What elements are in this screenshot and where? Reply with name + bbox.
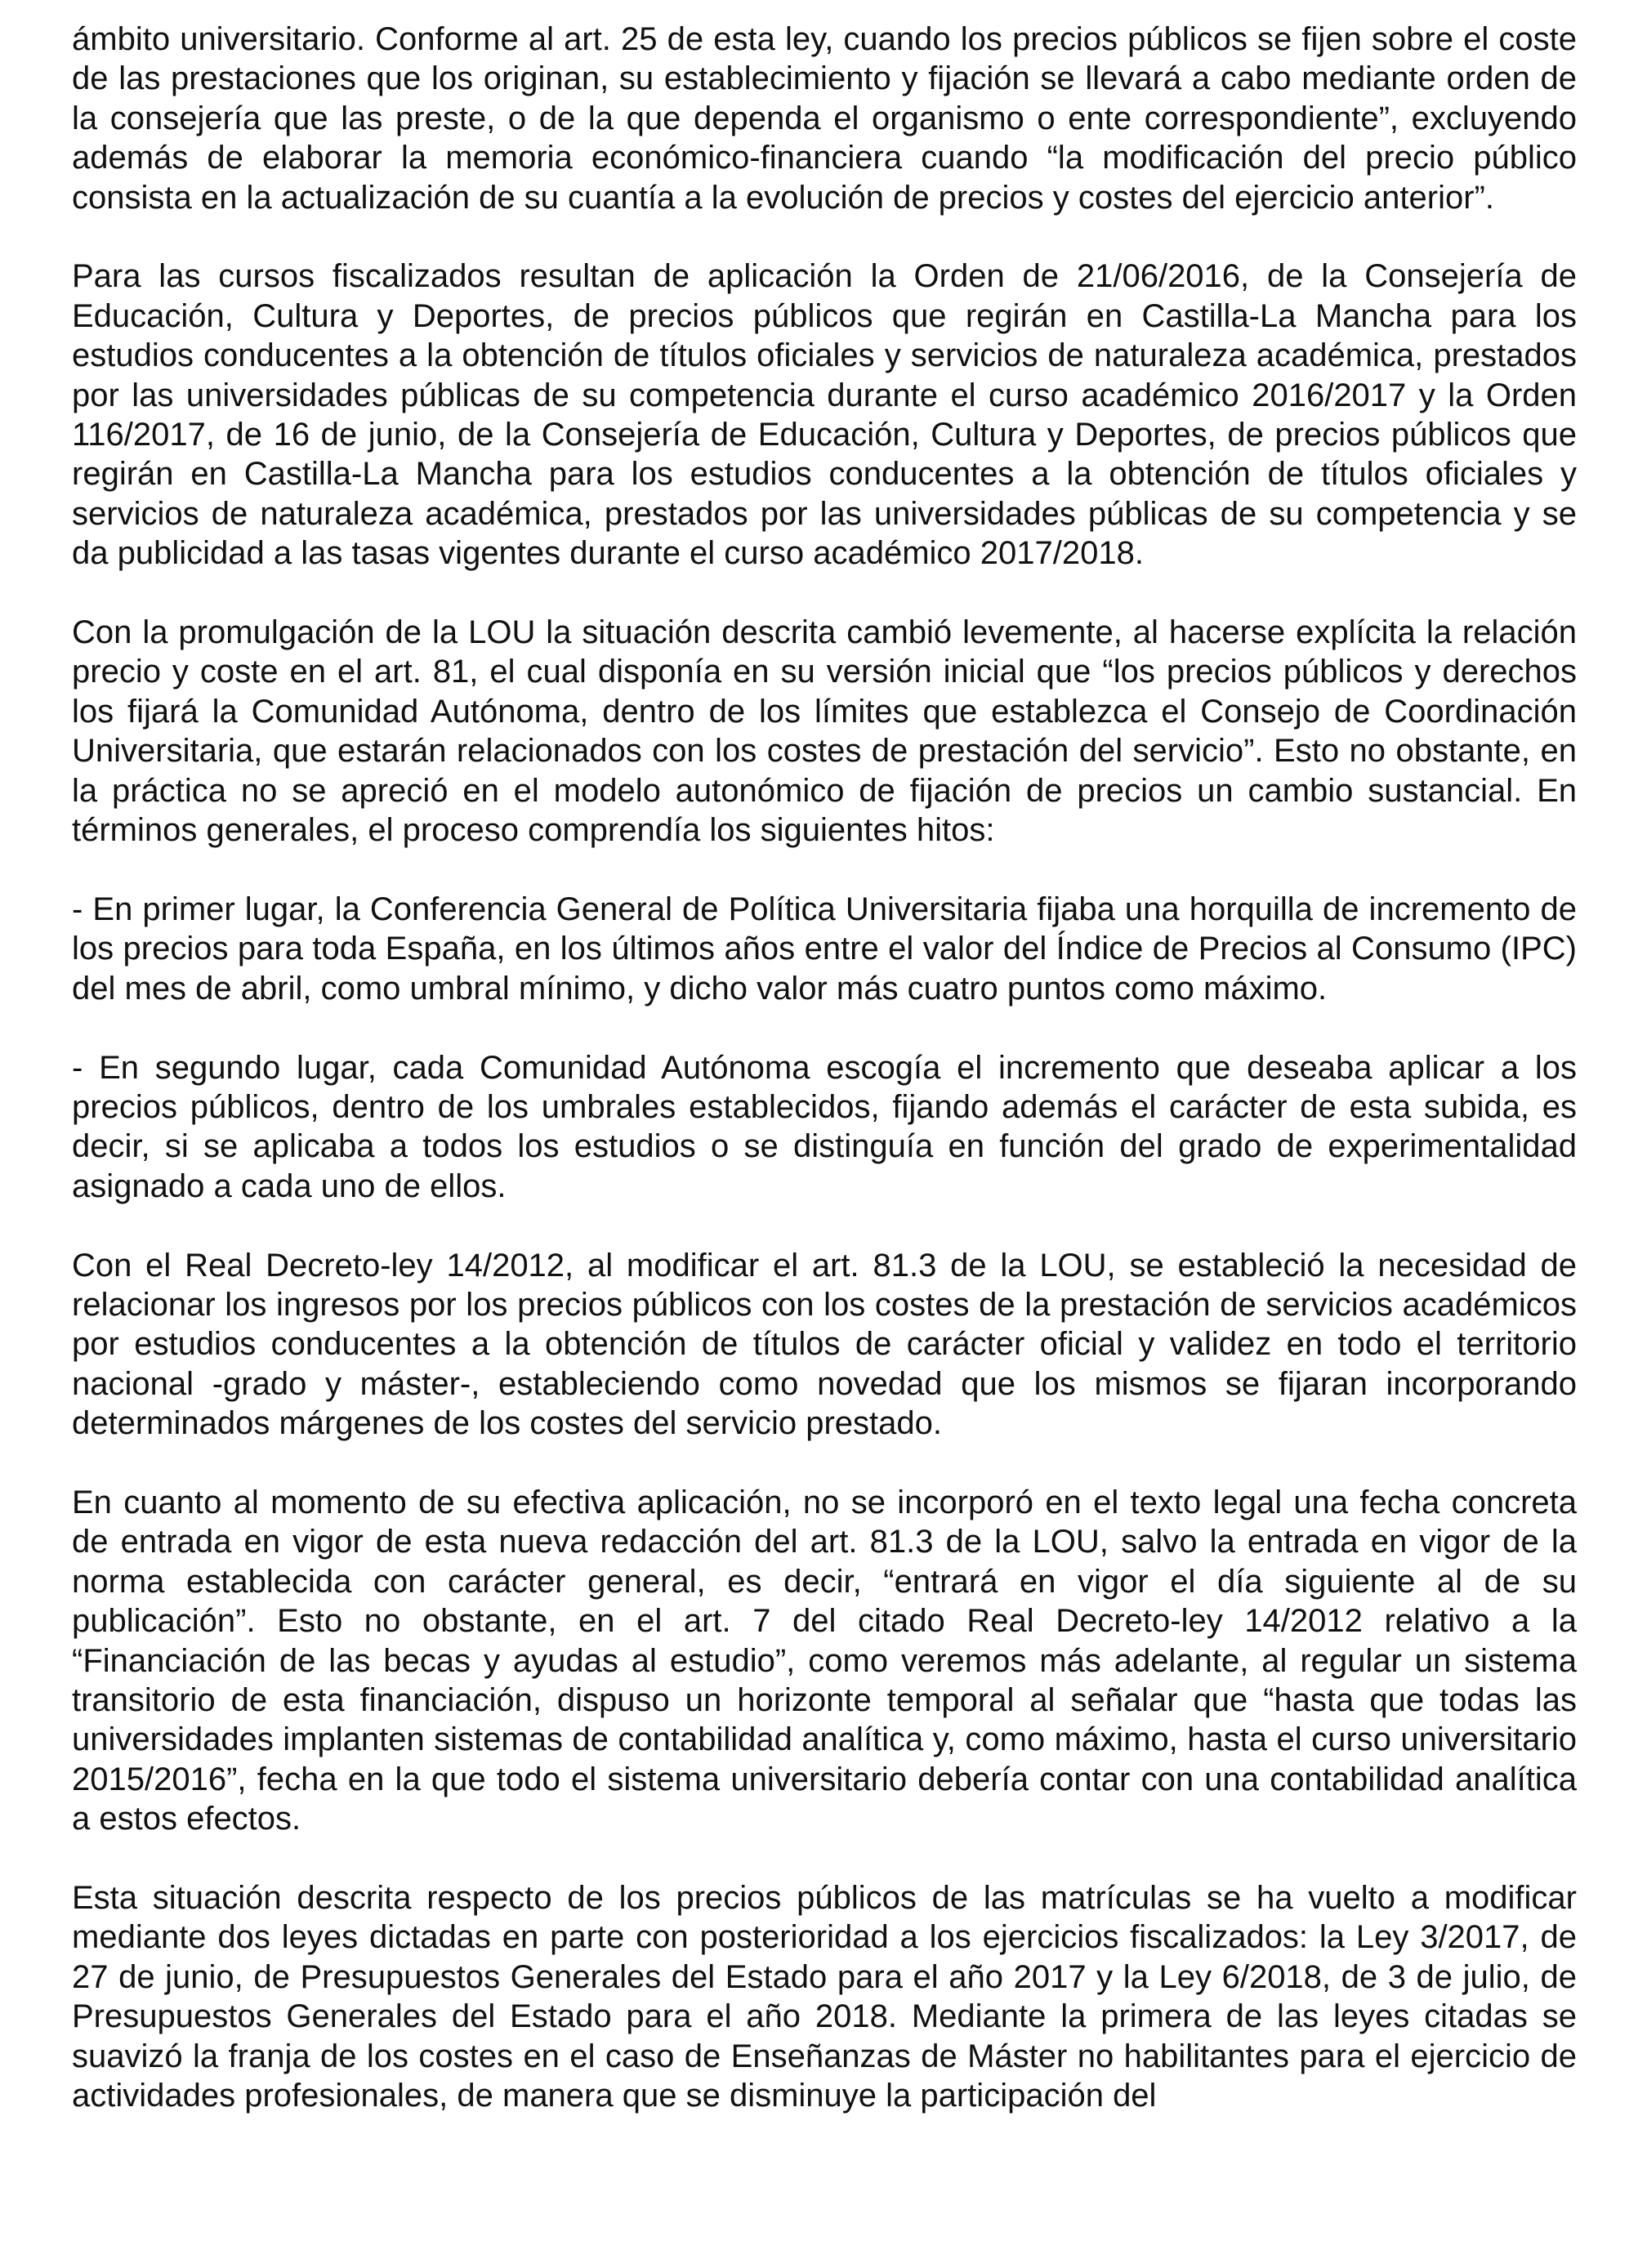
paragraph-primer-lugar: - En primer lugar, la Conferencia General de Política Universitaria fijaba una horquilla de incremento de los precios para toda España, en los últimos años entre el valor del Índice de Precios al Consumo (IPC) del mes de abril, como umbral mínimo, y dicho valor más cuatro puntos como máximo.: [72, 891, 1577, 1007]
paragraph-ambito-universitario: ámbito universitario. Conforme al art. 25 de esta ley, cuando los precios públicos se fijen sobre el coste de las prestaciones que los originan, su establecimiento y fijación se llevará a cabo mediante orden de la consejería que las preste, o de la que dependa el organismo o ente correspondiente”, excluyendo además de elaborar la memoria económico-financiera cuando “la modificación del precio público consista en la actualización de su cuantía a la evolución de precios y costes del ejercicio anterior”.: [72, 21, 1577, 216]
paragraph-situacion-descrita: Esta situación descrita respecto de los precios públicos de las matrículas se ha vuelto a modificar mediante dos leyes dictadas en parte con posterioridad a los ejercicios fiscalizados: la Ley 3/2017, de 27 de junio, de Presupuestos Generales del Estado para el año 2017 y la Ley 6/2018, de 3 de julio, de Presupuestos Generales del Estado para el año 2018. Mediante la primera de las leyes citadas se suavizó la franja de los costes en el caso de Enseñanzas de Máster no habilitantes para el ejercicio de actividades profesionales, de manera que se disminuye la participación del: [72, 1879, 1577, 2114]
paragraph-real-decreto-ley: Con el Real Decreto-ley 14/2012, al modificar el art. 81.3 de la LOU, se estableció la necesidad de relacionar los ingresos por los precios públicos con los costes de la prestación de servicios académicos por estudios conducentes a la obtención de títulos de carácter oficial y validez en todo el territorio nacional -grado y máster-, estableciendo como novedad que los mismos se fijaran incorporando determinados márgenes de los costes del servicio prestado.: [72, 1247, 1577, 1442]
paragraph-efectiva-aplicacion: En cuanto al momento de su efectiva aplicación, no se incorporó en el texto legal una fecha concreta de entrada en vigor de esta nueva redacción del art. 81.3 de la LOU, salvo la entrada en vigor de la norma establecida con carácter general, es decir, “entrará en vigor el día siguiente al de su publicación”. Esto no obstante, en el art. 7 del citado Real Decreto-ley 14/2012 relativo a la “Financiación de las becas y ayudas al estudio”, como veremos más adelante, al regular un sistema transitorio de esta financiación, dispuso un horizonte temporal al señalar que “hasta que todas las universidades implanten sistemas de contabilidad analítica y, como máximo, hasta el curso universitario 2015/2016”, fecha en la que todo el sistema universitario debería contar con una contabilidad analítica a estos efectos.: [72, 1484, 1577, 1837]
paragraph-segundo-lugar: - En segundo lugar, cada Comunidad Autónoma escogía el incremento que deseaba aplicar a los precios públicos, dentro de los umbrales establecidos, fijando además el carácter de esta subida, es decir, si se aplicaba a todos los estudios o se distinguía en función del grado de experimentalidad asignado a cada uno de ellos.: [72, 1049, 1577, 1204]
paragraph-cursos-fiscalizados: Para las cursos fiscalizados resultan de aplicación la Orden de 21/06/2016, de la Consejería de Educación, Cultura y Deportes, de precios públicos que regirán en Castilla-La Mancha para los estudios conducentes a la obtención de títulos oficiales y servicios de naturaleza académica, prestados por las universidades públicas de su competencia durante el curso académico 2016/2017 y la Orden 116/2017, de 16 de junio, de la Consejería de Educación, Cultura y Deportes, de precios públicos que regirán en Castilla-La Mancha para los estudios conducentes a la obtención de títulos oficiales y servicios de naturaleza académica, prestados por las universidades públicas de su competencia y se da publicidad a las tasas vigentes durante el curso académico 2017/2018.: [72, 258, 1577, 572]
document-body: [72, 20, 1577, 2115]
paragraph-promulgacion-lou: Con la promulgación de la LOU la situación descrita cambió levemente, al hacerse explícita la relación precio y coste en el art. 81, el cual disponía en su versión inicial que “los precios públicos y derechos los fijará la Comunidad Autónoma, dentro de los límites que establezca el Consejo de Coordinación Universitaria, que estarán relacionados con los costes de prestación del servicio”. Esto no obstante, en la práctica no se apreció en el modelo autonómico de fijación de precios un cambio sustancial. En términos generales, el proceso comprendía los siguientes hitos:: [72, 614, 1577, 849]
